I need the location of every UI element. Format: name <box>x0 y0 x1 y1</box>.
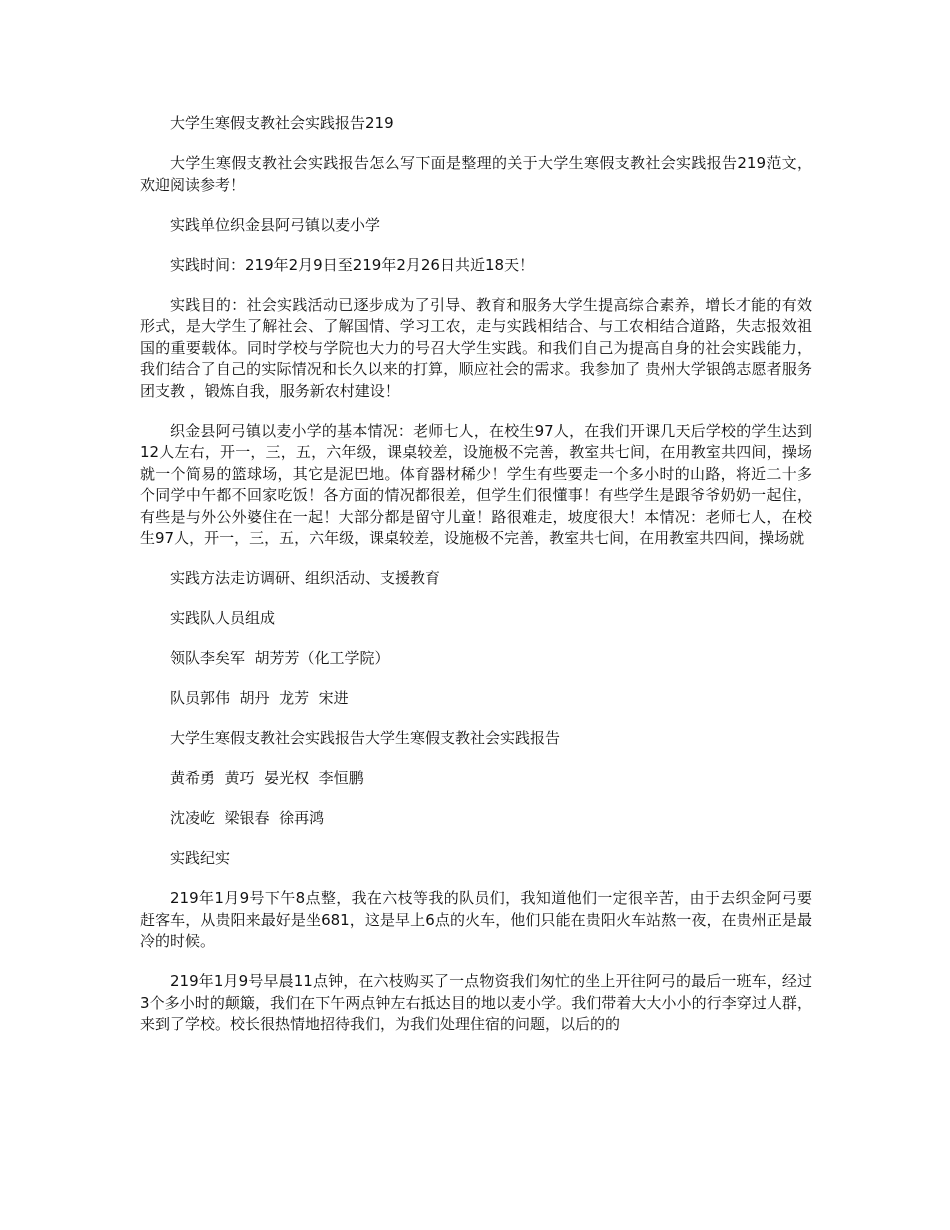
team-leaders: 领队李矣军 胡芳芳（化工学院） <box>170 649 390 667</box>
practice-time: 实践时间：219年2月9日至219年2月26日共近18天！ <box>170 255 535 274</box>
record-paragraph-2: 219年1月9号早晨11点钟，在六枝购买了一点物资我们匆忙的坐上开往阿弓的最后一班车，经过3个多小时的颠簸，我们在下午两点钟左右抵达目的地以麦小学。我们带着大大小小的行李穿过人群，来到了学校。校长很热情地招待我们，为我们处理住宿的问题，以后的的 <box>140 972 812 1033</box>
document-title: 大学生寒假支教社会实践报告219 <box>170 114 394 132</box>
record-paragraph-1: 219年1月9号下午8点整，我在六枝等我的队员们，我知道他们一定很辛苦，由于去织金阿弓要赶客车，从贵阳来最好是坐681，这是早上6点的火车，他们只能在贵阳火车站熬一夜，在贵州正是最冷的时候。 <box>140 889 812 950</box>
practice-unit: 实践单位织金县阿弓镇以麦小学 <box>170 215 381 234</box>
practice-purpose: 实践目的：社会实践活动已逐步成为了引导、教育和服务大学生提高综合素养，增长才能的有效形式，是大学生了解社会、了解国情、学习工农，走与实践相结合、与工农相结合道路，失志报效祖国的重要载体。同时学校与学院也大力的号召大学生实践。和我们自己为提高自身的社会实践能力，我们结合了自己的实际情况和长久以来的打算，顺应社会的需求。我参加了 贵州大学银鸽志愿者服务团支教 ，锻炼自我，服务新农村建设！ <box>140 295 812 400</box>
school-situation: 织金县阿弓镇以麦小学的基本情况：老师七人，在校生97人，在我们开课几天后学校的学生达到12人左右，开一，三，五，六年级，课桌较差，设施极不完善，教室共七间，在用教室共四间，操场就一个简易的篮球场，其它是泥巴地。体育器材稀少！学生有些要走一个多小时的山路，将近二十多个同学中午都不回家吃饭！各方面的情况都很差，但学生们很懂事！有些学生是跟爷爷奶奶一起住，有些是与外公外婆住在一起！大部分都是留守儿童！路很难走，坡度很大！本情况：老师七人，在校生97人，开一，三，五，六年级，课桌较差，设施极不完善，教室共七间，在用教室共四间，操场就 <box>140 421 812 547</box>
intro-paragraph: 大学生寒假支教社会实践报告怎么写下面是整理的关于大学生寒假支教社会实践报告219范文，欢迎阅读参考！ <box>140 154 812 194</box>
practice-record-heading: 实践纪实 <box>170 849 231 867</box>
team-composition-heading: 实践队人员组成 <box>170 609 276 627</box>
practice-method: 实践方法走访调研、组织活动、支援教育 <box>170 569 441 587</box>
team-members-line-2: 黄希勇 黄巧 晏光权 李恒鹏 <box>170 769 364 787</box>
document-page <box>140 113 812 1054</box>
team-members-line-1: 队员郭伟 胡丹 龙芳 宋进 <box>170 689 349 707</box>
repeated-title-line: 大学生寒假支教社会实践报告大学生寒假支教社会实践报告 <box>170 729 561 747</box>
team-members-line-3: 沈凌屹 梁银春 徐再鸿 <box>170 809 325 827</box>
